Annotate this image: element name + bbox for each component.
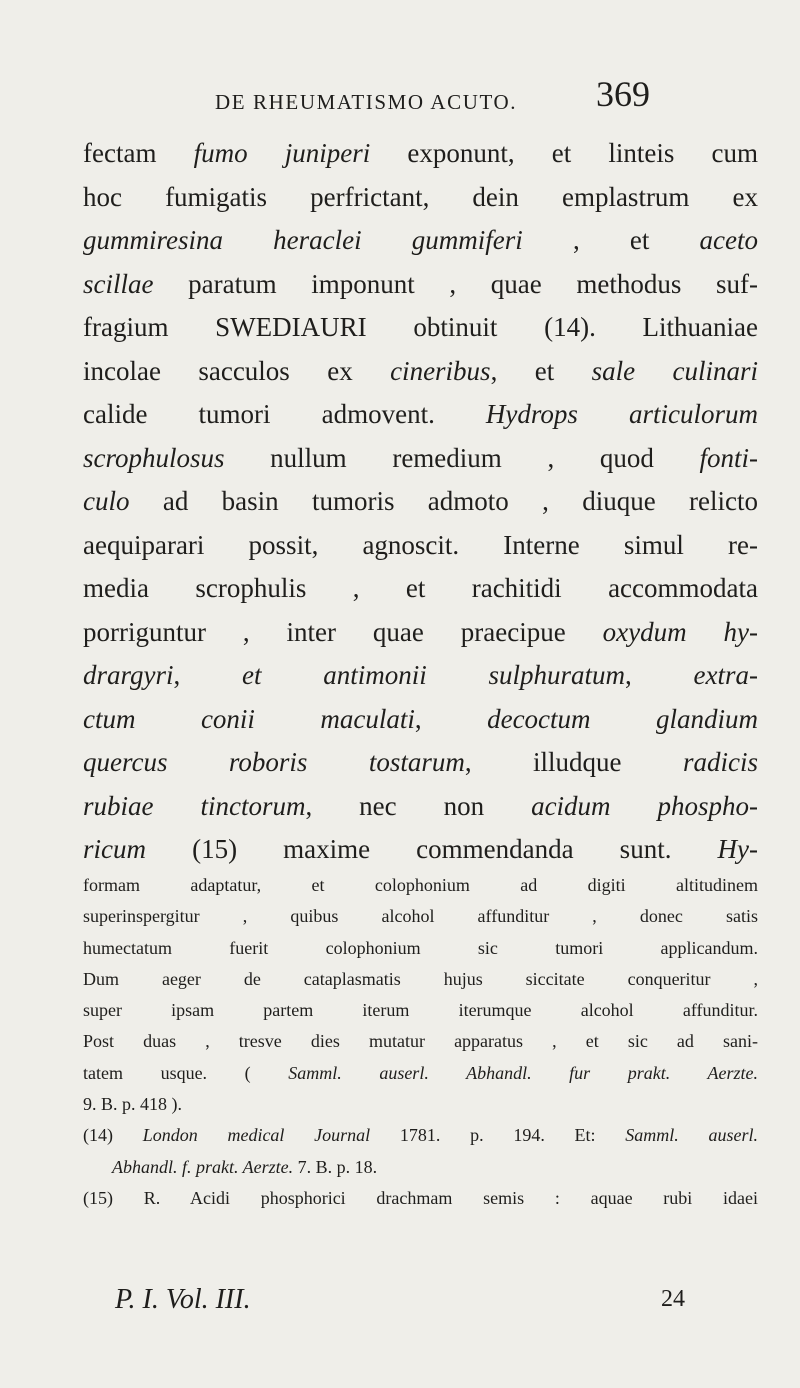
body-line-10: aequiparari possit, agnoscit. Interne simul re- [83,529,758,560]
running-title: DE RHEUMATISMO ACUTO. [215,90,518,114]
body-line-13: drargyri, et antimonii sulphuratum, extra- [83,660,758,690]
footnote-line-4: Dum aeger de cataplasmatis hujus siccitate conqueritur , [83,968,758,989]
footnote-line-8: 9. B. p. 418 ). [83,1094,182,1115]
footnote-14-line-1: (14) London medical Journal 1781. p. 194. Et: Samml. auserl. [83,1125,758,1146]
footnote-15-line-1: (15) R. Acidi phosphorici drachmam semis : aquae rubi idaei [83,1187,758,1208]
body-line-9: culo ad basin tumoris admoto , diuque relicto [83,486,758,516]
main-body-text [83,132,758,872]
body-line-4: scillae paratum imponunt , quae methodus suf- [83,268,758,299]
footnote-line-3: humectatum fuerit colophonium sic tumori applicandum. [83,937,758,958]
body-line-16: rubiae tinctorum, nec non acidum phospho- [83,790,759,821]
body-line-5: fragium SWEDIAURI obtinuit (14). Lithuaniae [83,312,758,342]
body-line-6: incolae sacculos ex cineribus, et sale culinari [83,355,758,386]
footnote-line-5: super ipsam partem iterum iterumque alcohol affunditur. [83,1000,758,1021]
body-line-1: fectam fumo juniperi exponunt, et linteis cum [83,138,758,168]
page-footer [115,1286,685,1320]
page-number: 369 [596,74,650,114]
footnote-14-line-2: Abhandl. f. prakt. Aerzte. 7. B. p. 18. [112,1156,378,1177]
footnote-line-1: formam adaptatur, et colophonium ad digiti altitudinem [83,875,758,895]
volume-signature: P. I. Vol. III. [115,1284,251,1315]
body-line-3: gummiresina heraclei gummiferi , et aceto [83,225,758,255]
footnotes [83,870,758,1214]
body-line-8: scrophulosus nullum remedium , quod fonti- [83,442,758,473]
body-line-14: ctum conii maculati, decoctum glandium [83,703,759,734]
running-head [215,76,650,120]
footnote-line-2: superinspergitur , quibus alcohol affunditur , donec satis [83,906,758,927]
footnote-15 [83,1183,758,1214]
body-line-15: quercus roboris tostarum, illudque radicis [83,747,758,777]
footnote-line-6: Post duas , tresve dies mutatur apparatus , et sic ad sani- [83,1031,758,1052]
body-line-17: ricum (15) maxime commendanda sunt. Hy- [83,834,758,864]
body-line-7: calide tumori admovent. Hydrops articulorum [83,399,759,429]
footnote-line-7: tatem usque. ( Samml. auserl. Abhandl. fur prakt. Aerzte. [83,1062,758,1083]
body-line-11: media scrophulis , et rachitidi accommodata [83,573,758,603]
body-line-2: hoc fumigatis perfrictant, dein emplastrum ex [83,181,758,212]
gathering-mark: 24 [661,1286,685,1312]
body-line-12: porriguntur , inter quae praecipue oxydum hy- [83,616,758,647]
continued-footnote [83,870,758,1120]
footnote-14 [83,1120,758,1183]
